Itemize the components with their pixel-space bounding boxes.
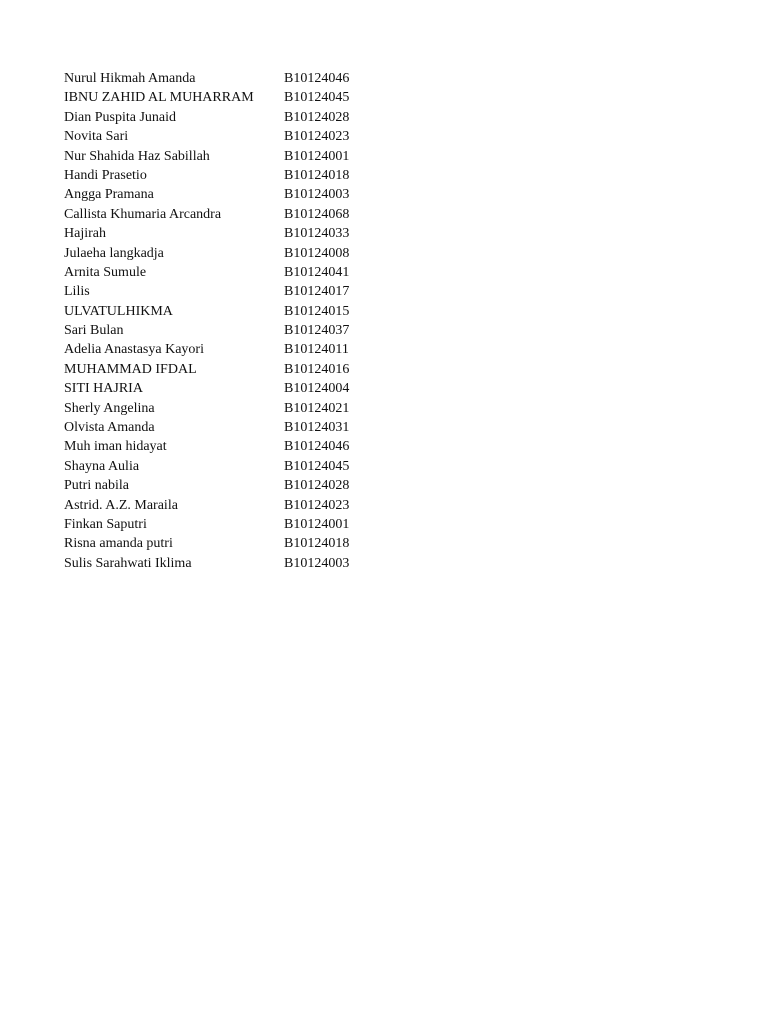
student-name: Risna amanda putri xyxy=(64,536,173,552)
student-name: Shayna Aulia xyxy=(64,458,140,474)
student-id: B10124015 xyxy=(284,303,350,319)
student-name: IBNU ZAHID AL MUHARRAM xyxy=(64,90,254,106)
student-id: B10124017 xyxy=(284,284,350,300)
student-id: B10124041 xyxy=(284,264,350,280)
student-id: B10124028 xyxy=(284,109,350,125)
student-id: B10124046 xyxy=(284,439,350,455)
student-id: B10124028 xyxy=(284,478,350,494)
student-id: B10124033 xyxy=(284,226,350,242)
roster-row xyxy=(64,554,384,573)
student-id: B10124003 xyxy=(284,555,350,571)
roster-row xyxy=(64,379,384,398)
student-id: B10124001 xyxy=(284,148,350,164)
roster-row xyxy=(64,263,384,282)
roster-row xyxy=(64,69,384,88)
student-name: Nurul Hikmah Amanda xyxy=(64,71,196,86)
student-name: ULVATULHIKMA xyxy=(64,303,173,319)
student-name: SITI HAJRIA xyxy=(64,381,143,397)
roster-row xyxy=(64,185,384,204)
roster-row xyxy=(64,437,384,456)
roster-row xyxy=(64,147,384,166)
student-id: B10124001 xyxy=(284,516,350,532)
student-name: Sari Bulan xyxy=(64,323,124,339)
student-name: Julaeha langkadja xyxy=(64,245,164,261)
roster-row xyxy=(64,321,384,340)
student-id: B10124031 xyxy=(284,420,350,436)
student-id: B10124008 xyxy=(284,245,350,261)
student-name: Hajirah xyxy=(64,226,106,242)
roster-row xyxy=(64,457,384,476)
student-name: Novita Sari xyxy=(64,129,129,145)
student-id: B10124018 xyxy=(284,167,350,183)
student-name: Putri nabila xyxy=(64,478,129,494)
roster-row xyxy=(64,108,384,127)
student-id: B10124045 xyxy=(284,90,350,106)
student-id: B10124046 xyxy=(284,71,350,86)
roster-row xyxy=(64,360,384,379)
student-id: B10124037 xyxy=(284,323,350,339)
student-name: Adelia Anastasya Kayori xyxy=(64,342,204,358)
roster-row xyxy=(64,282,384,301)
roster-row xyxy=(64,88,384,107)
student-id: B10124004 xyxy=(284,381,350,397)
student-id: B10124018 xyxy=(284,536,350,552)
student-name: Finkan Saputri xyxy=(64,516,147,532)
student-id: B10124016 xyxy=(284,361,350,377)
student-name: Olvista Amanda xyxy=(64,420,155,436)
student-name: Handi Prasetio xyxy=(64,167,147,183)
roster-row xyxy=(64,476,384,495)
student-name: Muh iman hidayat xyxy=(64,439,167,455)
roster-row xyxy=(64,205,384,224)
student-id: B10124003 xyxy=(284,187,350,203)
student-name: Sulis Sarahwati Iklima xyxy=(64,555,192,571)
roster-row xyxy=(64,127,384,146)
roster-row xyxy=(64,534,384,553)
student-name: Dian Puspita Junaid xyxy=(64,109,176,125)
student-roster xyxy=(64,69,384,573)
student-name: Angga Pramana xyxy=(64,187,154,203)
student-id: B10124068 xyxy=(284,206,350,222)
roster-row xyxy=(64,496,384,515)
student-name: Nur Shahida Haz Sabillah xyxy=(64,148,210,164)
student-name: MUHAMMAD IFDAL xyxy=(64,361,197,377)
roster-row xyxy=(64,302,384,321)
student-id: B10124021 xyxy=(284,400,350,416)
student-name: Lilis xyxy=(64,284,90,300)
student-id: B10124023 xyxy=(284,129,350,145)
student-id: B10124023 xyxy=(284,497,350,513)
student-name: Arnita Sumule xyxy=(64,264,147,280)
roster-row xyxy=(64,418,384,437)
student-id: B10124045 xyxy=(284,458,350,474)
roster-row xyxy=(64,340,384,359)
roster-row xyxy=(64,515,384,534)
roster-row xyxy=(64,399,384,418)
student-name: Sherly Angelina xyxy=(64,400,155,416)
student-id: B10124011 xyxy=(284,342,349,358)
student-name: Astrid. A.Z. Maraila xyxy=(64,497,178,513)
roster-row xyxy=(64,244,384,263)
roster-row xyxy=(64,166,384,185)
roster-row xyxy=(64,224,384,243)
student-name: Callista Khumaria Arcandra xyxy=(64,206,222,222)
